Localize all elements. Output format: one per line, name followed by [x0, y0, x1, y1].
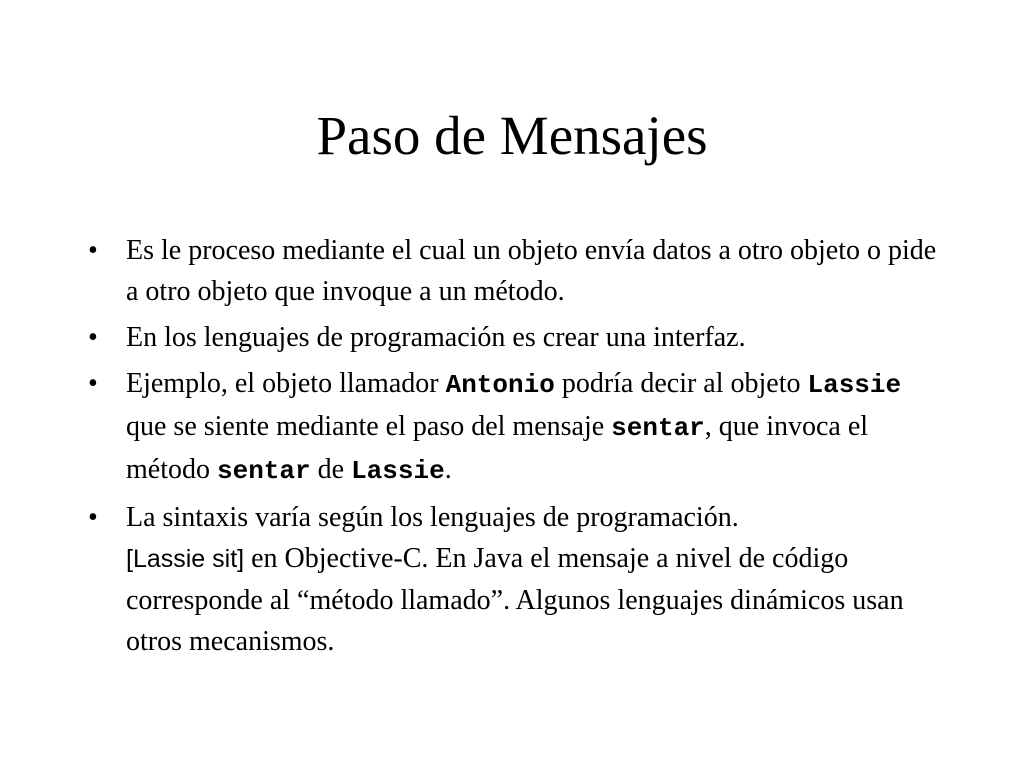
bullet-text: Ejemplo, el objeto llamador: [126, 368, 446, 399]
bullet-text: En los lenguajes de programación es crear una interfaz.: [126, 322, 746, 353]
bullet-icon: •: [88, 368, 98, 399]
bullet-list: [88, 230, 948, 667]
bullet-icon: •: [88, 322, 98, 353]
code-lassie: Lassie: [807, 370, 902, 400]
code-lassie-owner: Lassie: [351, 456, 445, 486]
code-sentar-method: sentar: [217, 456, 311, 486]
bullet-text: de: [310, 454, 352, 485]
bullet-item-definition: [88, 230, 948, 312]
bullet-text: La sintaxis varía según los lenguajes de programación.: [126, 502, 739, 533]
slide-title: Paso de Mensajes: [316, 105, 708, 166]
code-antonio: Antonio: [445, 370, 555, 400]
bullet-text: que se siente mediante el paso del mensaje: [126, 411, 612, 442]
bullet-text: en Objective-C. En Java el mensaje a nivel de código corresponde al “método llamado”. Algunos lenguajes dinámicos usan otros mecanismos.: [126, 543, 904, 657]
bullet-item-interface: [88, 317, 948, 358]
bullet-text: Es le proceso mediante el cual un objeto envía datos a otro objeto o pide a otro objeto que invoque a un método.: [126, 235, 937, 307]
bullet-item-example: [88, 363, 948, 492]
bullet-icon: •: [88, 235, 98, 266]
bullet-text: podría decir al objeto: [554, 368, 808, 399]
code-sentar: sentar: [611, 413, 705, 443]
bullet-text: .: [444, 454, 452, 485]
objc-example: [Lassie sit]: [126, 545, 245, 573]
bullet-icon: •: [88, 502, 98, 533]
bullet-item-syntax: [88, 497, 948, 662]
bullet-text: , que invoca el método: [126, 411, 869, 485]
